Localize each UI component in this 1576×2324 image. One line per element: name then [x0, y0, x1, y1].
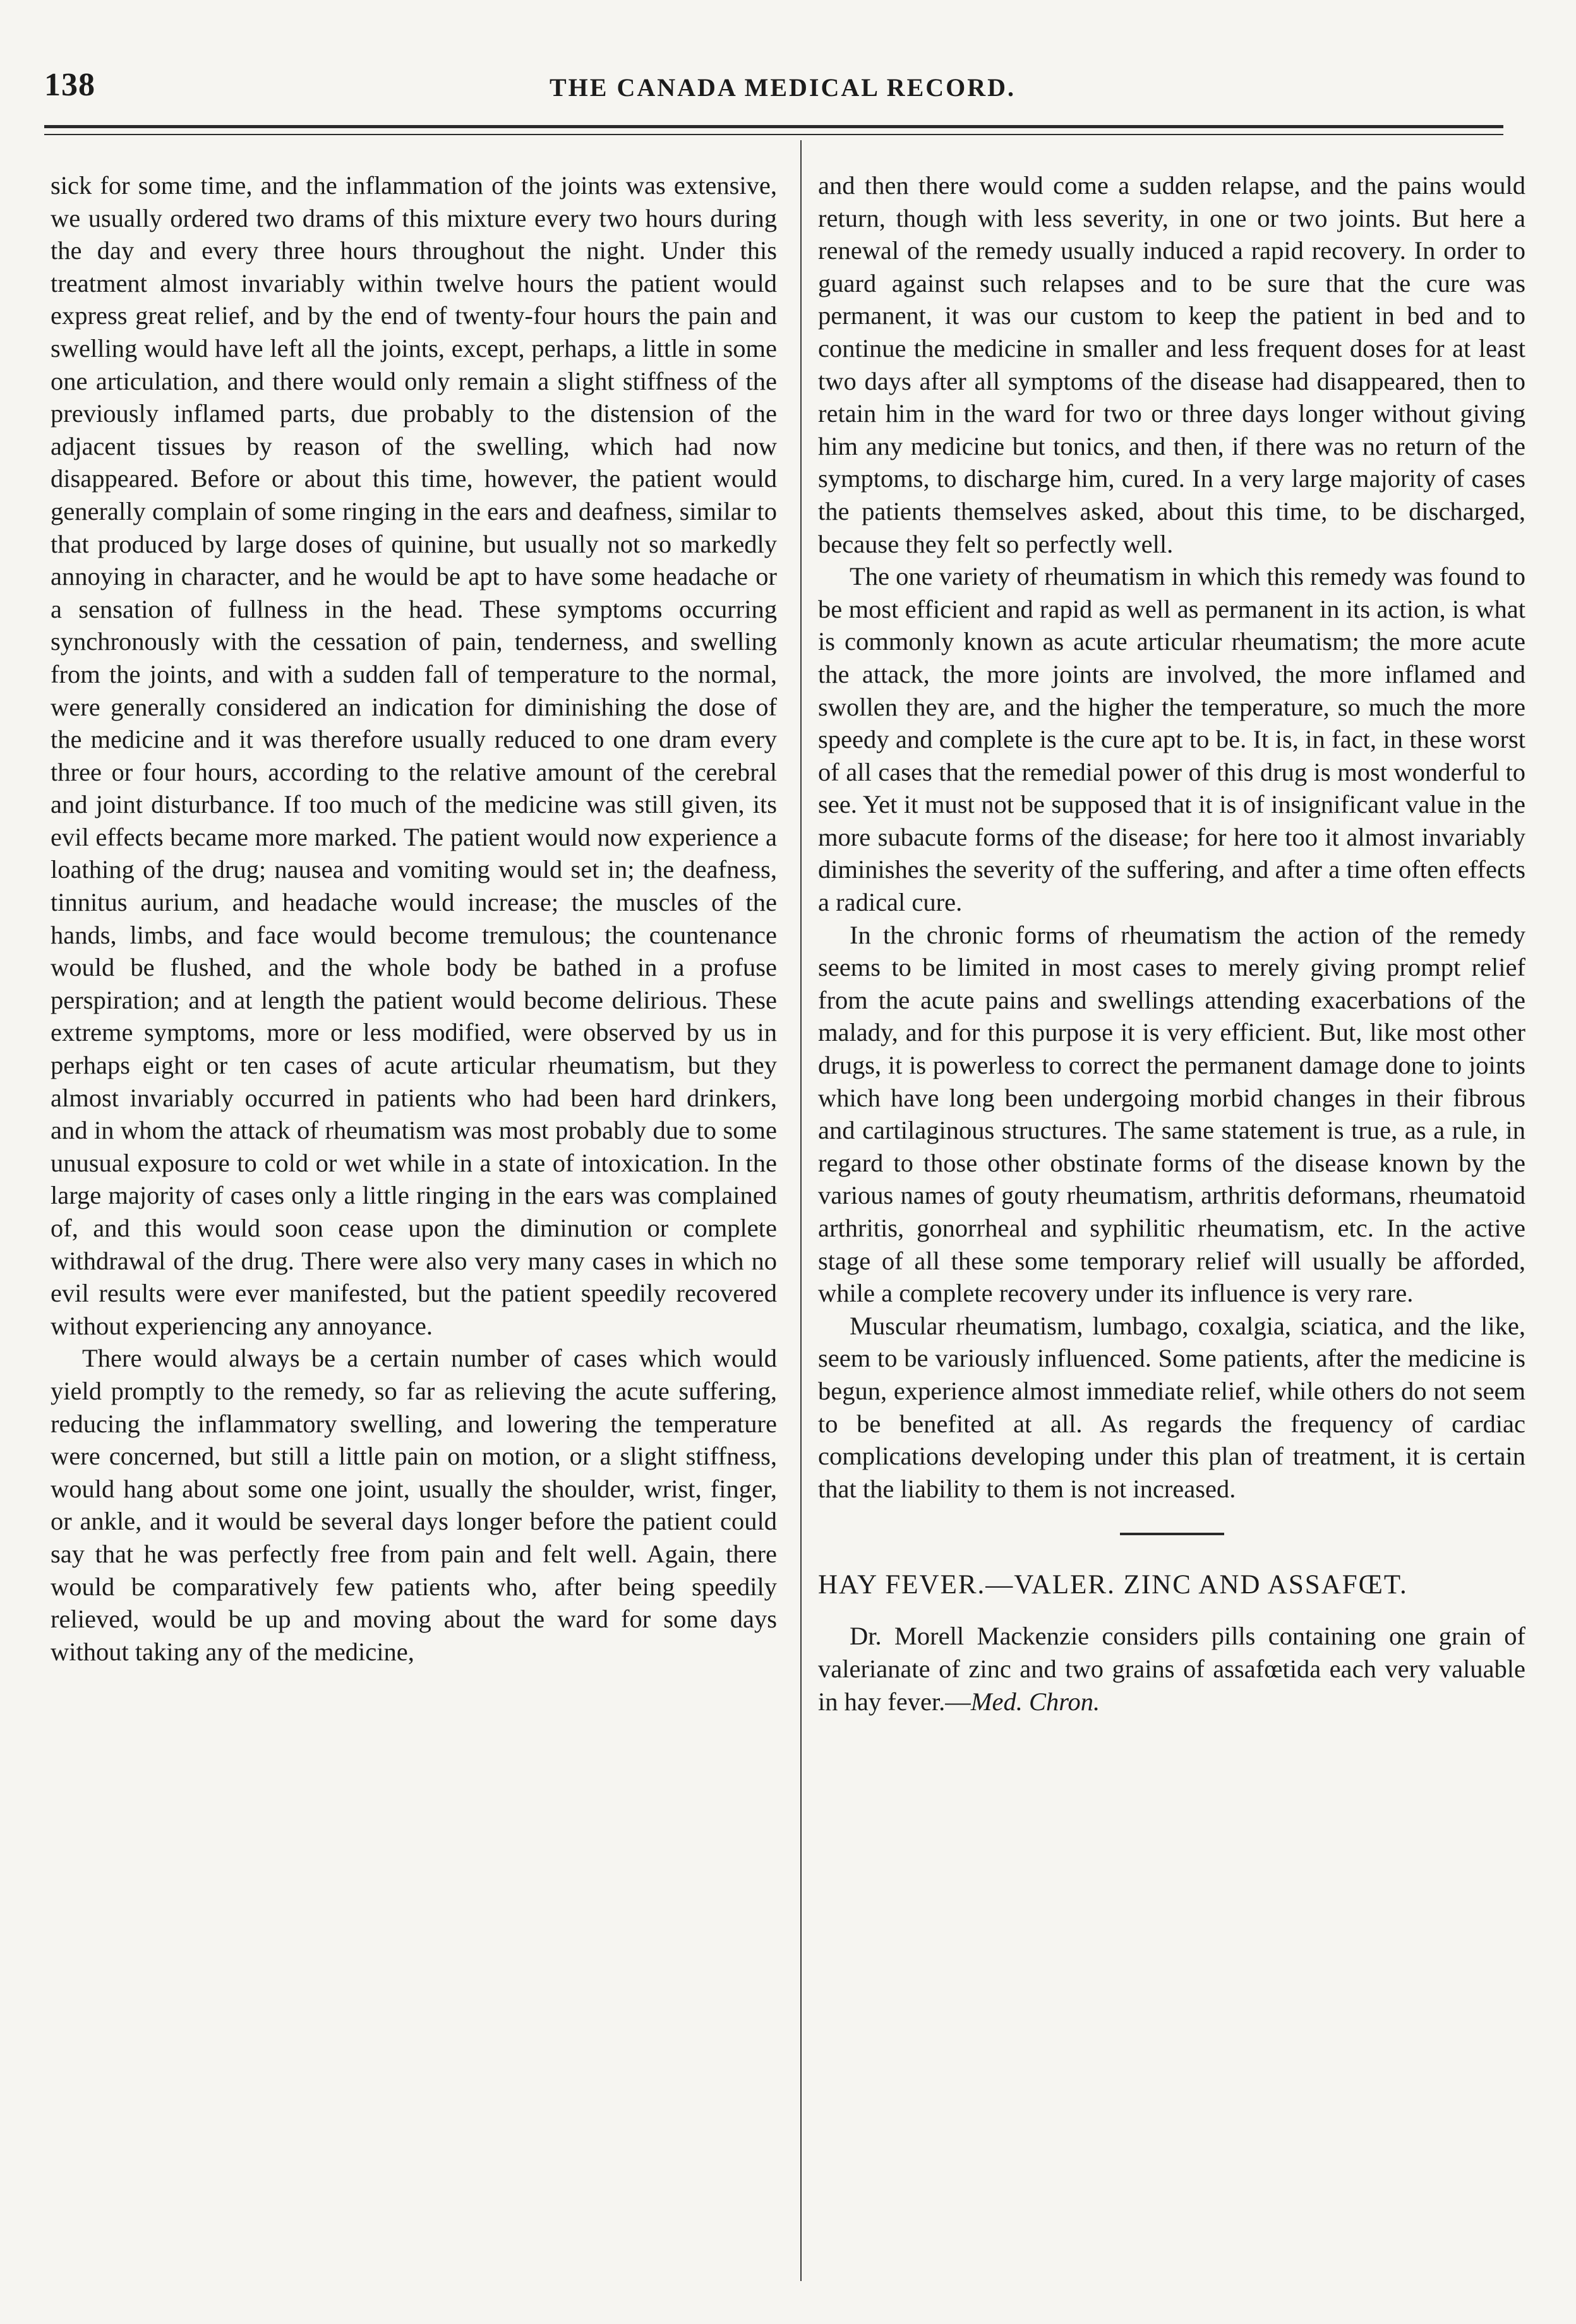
left-column [51, 169, 777, 1668]
page-header [44, 66, 1535, 117]
right-column [818, 169, 1525, 1718]
column-divider [800, 140, 802, 2281]
paragraph: and then there would come a sudden relapse, and the pains would return, though with less severity, in one or two joints. But here a renewal of the remedy usually induced a rapid recovery. In order to guard against such relapses and to be sure that the cure was permanent, it was our custom to keep the patient in bed and to continue the medicine in smaller and less frequent doses for at least two days after all symptoms of the disease had disappeared, then to retain him in the ward for two or three days longer without giving him any medicine but tonics, and then, if there was no return of the symptoms, to discharge him, cured. In a very large majority of cases the patients themselves asked, about this time, to be discharged, because they felt so perfectly well. [818, 171, 1525, 558]
running-title: THE CANADA MEDICAL RECORD. [550, 73, 1016, 102]
header-rule-thin [44, 134, 1503, 135]
paragraph: The one variety of rheumatism in which this remedy was found to be most efficient and rapid as well as permanent in its action, is what is commonly known as acute articular rheumatism; the more acute the attack, the more joints are involved, the more inflamed and swollen they are, and the higher the temperature, so much the more speedy and complete is the cure apt to be. It is, in fact, in these worst of all cases that the remedial power of this drug is most wonderful to see. Yet it must not be supposed that it is of insignificant value in the more subacute forms of the disease; for here too it almost invariably diminishes the severity of the suffering, and after a time often effects a radical cure. [818, 562, 1525, 917]
article-title: HAY FEVER.—VALER. ZINC AND ASSAFŒT. [818, 1570, 1408, 1600]
paragraph: In the chronic forms of rheumatism the action of the remedy seems to be limited in most cases to merely giving prompt relief from the acute pains and swellings attending exacerbations of the malady, and for this purpose it is very efficient. But, like most other drugs, it is powerless to correct the permanent damage done to joints which have long been undergoing morbid changes in their fibrous and cartilaginous structures. The same statement is true, as a rule, in regard to those other obstinate forms of the disease known by the various names of gouty rheumatism, arthritis deformans, rheumatoid arthritis, gonorrheal and syphilitic rheumatism, etc. In the active stage of all these some temporary relief will usually be afforded, while a complete recovery under its influence is very rare. [818, 920, 1525, 1308]
article-body-text: Dr. Morell Mackenzie considers pills containing one grain of valerianate of zinc and two grains of assafœtida each very valuable in hay fever.— [818, 1622, 1525, 1716]
paragraph: There would always be a certain number of cases which would yield promptly to the remedy, so far as relieving the acute suffering, reducing the inflammatory swelling, and lowering the temperature were concerned, but still a little pain on motion, or a slight stiffness, would hang about some one joint, usually the shoulder, wrist, finger, or ankle, and it would be several days longer before the patient could say that he was perfectly free from pain and felt well. Again, there would be comparatively few patients who, after being speedily relieved, would be up and moving about the ward for some days without taking any of the medicine, [51, 1344, 777, 1666]
header-rule-thick [44, 125, 1503, 128]
paragraph: Muscular rheumatism, lumbago, coxalgia, sciatica, and the like, seem to be variously influenced. Some patients, after the medicine is begun, experience almost immediate relief, while others do not seem to be benefited at all. As regards the frequency of cardiac complications developing under this plan of treatment, it is certain that the liability to them is not increased. [818, 1311, 1525, 1503]
page-number: 138 [44, 67, 95, 103]
article-source: Med. Chron. [970, 1687, 1100, 1716]
article-body [818, 1620, 1525, 1718]
paragraph: sick for some time, and the inflammation of the joints was extensive, we usually ordered two drams of this mixture every two hours during the day and every three hours throughout the night. Under this treatment almost invariably within twelve hours the patient would express great relief, and by the end of twenty-four hours the pain and swelling would have left all the joints, except, perhaps, a little in some one articulation, and there would only remain a slight stiffness of the previously inflamed parts, due probably to the distension of the adjacent tissues by reason of the swelling, which had now disappeared. Before or about this time, however, the patient would generally complain of some ringing in the ears and deafness, similar to that produced by large doses of quinine, but usually not so markedly annoying in character, and he would be apt to have some headache or a sensation of fullness in the head. These symptoms occurring synchronously with the cessation of pain, tenderness, and swelling from the joints, and with a sudden fall of temperature to the normal, were generally considered an indication for diminishing the dose of the medicine and it was therefore usually reduced to one dram every three or four hours, according to the relative amount of the cerebral and joint disturbance. If too much of the medicine was still given, its evil effects became more marked. The patient would now experience a loathing of the drug; nausea and vomiting would set in; the deafness, tinnitus aurium, and headache would increase; the muscles of the hands, limbs, and face would become tremulous; the countenance would be flushed, and the whole body be bathed in a profuse perspiration; and at length the patient would become delirious. These extreme symptoms, more or less modified, were observed by us in perhaps eight or ten cases of acute articular rheumatism, but they almost invariably occurred in patients who had been hard drinkers, and in whom the attack of rheumatism was most probably due to some unusual exposure to cold or wet while in a state of intoxication. In the large majority of cases only a little ringing in the ears was complained of, and this would soon cease upon the diminution or complete withdrawal of the drug. There were also very many cases in which no evil results were ever manifested, but the patient speedily recovered without experiencing any annoyance. [51, 171, 777, 1340]
section-separator-rule [1120, 1533, 1224, 1535]
